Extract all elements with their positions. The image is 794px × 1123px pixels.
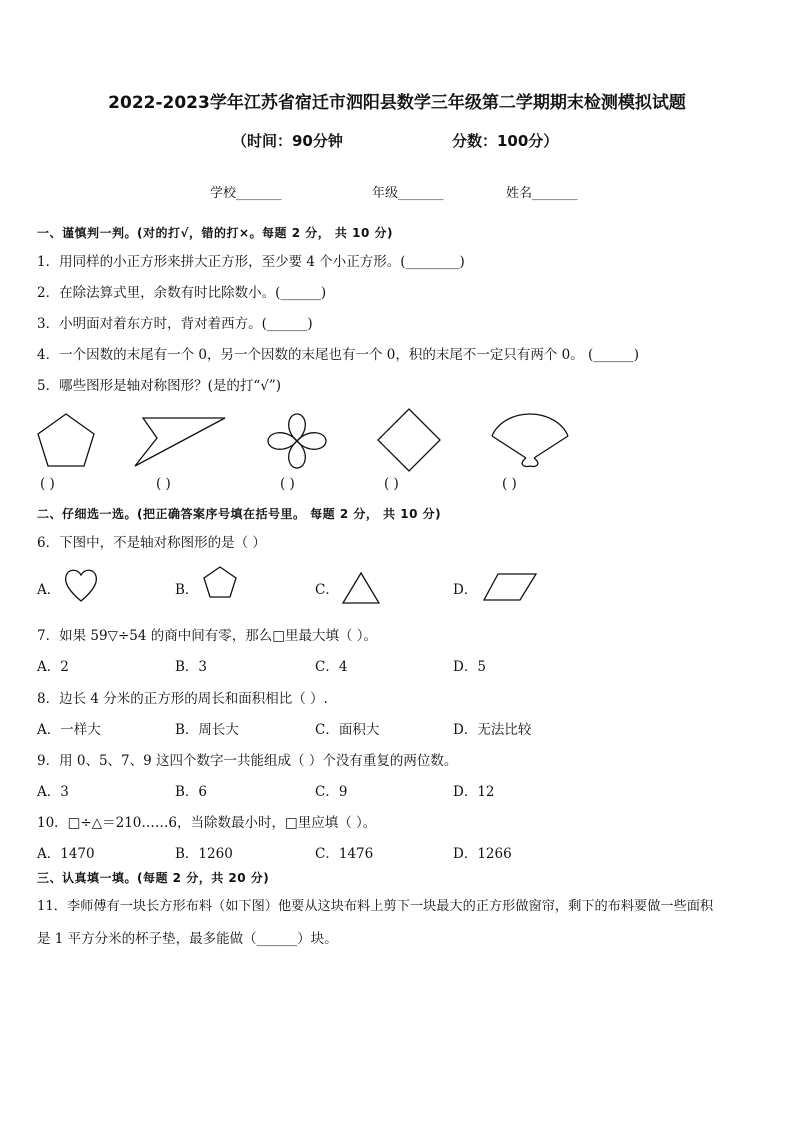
q8-option-d: D．无法比较 xyxy=(453,722,532,738)
q10-option-a: A．1470 xyxy=(37,846,95,862)
exam-score: 分数：100分） xyxy=(452,132,559,150)
question-3: 3．小明面对着东方时，背对着西方。(______) xyxy=(37,316,313,332)
q8-option-b: B．周长大 xyxy=(175,722,239,738)
q6-option-d: D． xyxy=(453,582,478,598)
section2-heading: 二、仔细选一选。(把正确答案序号填在括号里。 每题 2 分， 共 10 分) xyxy=(37,507,442,521)
pentagon-icon xyxy=(203,566,237,598)
q5-answer-2: ( ) xyxy=(156,476,171,492)
question-9: 9．用 0、5、7、9 这四个数字一共能组成（ ）个没有重复的两位数。 xyxy=(37,753,458,769)
four-leaf-figure xyxy=(266,412,328,470)
parallelogram-icon xyxy=(482,572,538,602)
q9-option-d: D．12 xyxy=(453,784,495,800)
heart-icon xyxy=(63,567,99,603)
q5-answer-1: ( ) xyxy=(40,476,55,492)
q6-option-c: C． xyxy=(315,582,339,598)
q7-option-b: B．3 xyxy=(175,659,208,675)
fan-figure xyxy=(490,412,570,468)
school-field: 学校_______ xyxy=(210,186,282,201)
q8-option-c: C．面积大 xyxy=(315,722,380,738)
question-8: 8．边长 4 分米的正方形的周长和面积相比（ ）. xyxy=(37,691,328,707)
section1-heading: 一、谨慎判一判。(对的打√，错的打×。每题 2 分， 共 10 分) xyxy=(37,226,393,240)
triangle-figure xyxy=(133,416,228,468)
q10-option-b: B．1260 xyxy=(175,846,233,862)
diamond-figure xyxy=(376,407,442,473)
question-6: 6．下图中，不是轴对称图形的是（ ） xyxy=(37,535,266,551)
q6-option-b: B． xyxy=(175,582,199,598)
q7-option-a: A．2 xyxy=(37,659,69,675)
name-field: 姓名_______ xyxy=(506,186,578,201)
q9-option-c: C．9 xyxy=(315,784,348,800)
grade-field: 年级_______ xyxy=(372,186,444,201)
pentagon-figure xyxy=(36,412,98,468)
q10-option-c: C．1476 xyxy=(315,846,374,862)
triangle-icon xyxy=(341,571,381,605)
question-7: 7．如果 59▽÷54 的商中间有零，那么□里最大填（ ）。 xyxy=(37,628,378,644)
q9-option-a: A．3 xyxy=(37,784,69,800)
q7-option-d: D．5 xyxy=(453,659,486,675)
q9-option-b: B．6 xyxy=(175,784,208,800)
q6-option-a: A． xyxy=(37,582,61,598)
q5-answer-4: ( ) xyxy=(384,476,399,492)
exam-time: （时间：90分钟 xyxy=(232,132,343,150)
question-4: 4．一个因数的末尾有一个 0，另一个因数的末尾也有一个 0，积的末尾不一定只有两个 0。 (______) xyxy=(37,347,640,363)
exam-title: 2022-2023学年江苏省宿迁市泗阳县数学三年级第二学期期末检测模拟试题 xyxy=(108,93,686,113)
question-1: 1．用同样的小正方形来拼大正方形，至少要 4 个小正方形。(________) xyxy=(37,254,465,270)
question-10: 10．□÷△＝210……6，当除数最小时，□里应填（ ）。 xyxy=(37,815,377,831)
section3-heading: 三、认真填一填。(每题 2 分，共 20 分) xyxy=(37,871,270,885)
question-11-line1: 11．李师傅有一块长方形布料（如下图）他要从这块布料上剪下一块最大的正方形做窗帘，剩下的布料要做一些面积 xyxy=(37,899,714,914)
question-5: 5．哪些图形是轴对称图形？(是的打“√”) xyxy=(37,378,282,394)
question-11-line2: 是 1 平方分米的杯子垫，最多能做（______）块。 xyxy=(37,931,338,947)
q10-option-d: D．1266 xyxy=(453,846,512,862)
q7-option-c: C．4 xyxy=(315,659,348,675)
q8-option-a: A．一样大 xyxy=(37,722,101,738)
q5-answer-3: ( ) xyxy=(280,476,295,492)
q5-answer-5: ( ) xyxy=(502,476,517,492)
question-2: 2．在除法算式里，余数有时比除数小。(______) xyxy=(37,285,327,301)
